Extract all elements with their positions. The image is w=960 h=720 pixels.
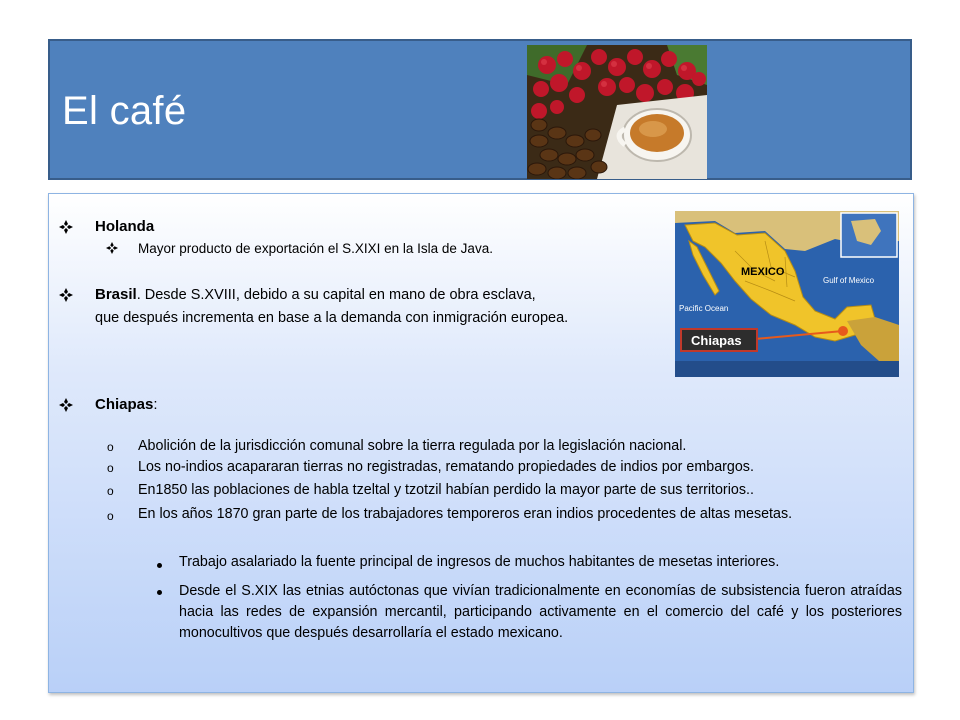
diamond-bullet-icon: [59, 288, 73, 302]
holanda-heading: Holanda: [95, 218, 155, 235]
diamond-bullet-icon: [59, 398, 73, 412]
coffee-image: [527, 45, 707, 179]
dot-bullet-icon: [157, 563, 162, 568]
chiapas-item: En los años 1870 gran parte de los trabajadores temporeros eran indios procedentes de altas mesetas.: [138, 506, 793, 522]
map-label-mexico: MEXICO: [741, 266, 785, 278]
map-label-pacific: Pacific Ocean: [679, 304, 729, 313]
mexico-map: [675, 211, 899, 377]
chiapas-heading-line: [95, 396, 158, 414]
brasil-text: . Desde S.XVIII, debido a su capital en mano de obra esclava,: [136, 287, 536, 303]
diamond-bullet-icon: [106, 242, 118, 254]
chiapas-item: Abolición de la jurisdicción comunal sobre la tierra regulada por la legislación nacional.: [138, 438, 687, 454]
brasil-heading: Brasil: [95, 286, 137, 303]
circle-bullet-icon: o: [107, 509, 114, 523]
chiapas-item: En1850 las poblaciones de habla tzeltal y tzotzil habían perdido la mayor parte de sus territorios..: [138, 482, 754, 498]
title-banner: [48, 39, 912, 180]
chiapas-item: Los no-indios acapararan tierras no registradas, rematando propiedades de indios por embargos.: [138, 459, 754, 475]
holanda-subitem: Mayor producto de exportación el S.XIXI en la Isla de Java.: [138, 241, 493, 256]
chiapas-colon: :: [153, 396, 158, 413]
brasil-line1: [95, 286, 536, 304]
circle-bullet-icon: o: [107, 440, 114, 454]
brasil-line2: que después incrementa en base a la demanda con inmigración europea.: [95, 310, 569, 326]
chiapas-subitem: Desde el S.XIX las etnias autóctonas que vivían tradicionalmente en economías de subsistencia fueron atraídas hacia las redes de expansión mercantil, participando activamente en el comercio del café y los posteriores monocultivos que después desarrollaría el estado mexicano.: [179, 583, 902, 641]
map-label-gulf: Gulf of Mexico: [823, 276, 875, 285]
coffee-photo: [527, 45, 707, 179]
chiapas-subitem: Trabajo asalariado la fuente principal de ingresos de muchos habitantes de mesetas interiores.: [179, 554, 780, 570]
diamond-bullet-icon: [59, 220, 73, 234]
circle-bullet-icon: o: [107, 461, 114, 475]
slide-title: El café: [62, 89, 187, 133]
map-label-chiapas: Chiapas: [691, 333, 742, 348]
dot-bullet-icon: [157, 590, 162, 595]
content-panel: [48, 193, 914, 693]
chiapas-heading: Chiapas: [95, 396, 154, 413]
circle-bullet-icon: o: [107, 484, 114, 498]
mexico-map-image: [675, 211, 899, 377]
